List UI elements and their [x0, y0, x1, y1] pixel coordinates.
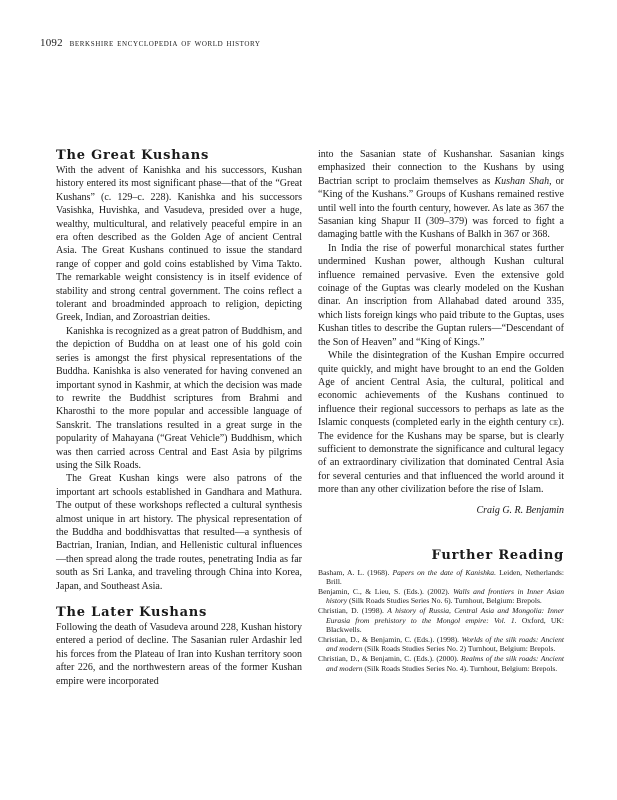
reference-list [318, 568, 564, 674]
ref-title: Papers on the date of Kanishka. [392, 567, 496, 577]
paragraph: Following the death of Vasudeva around 228, Kushan history entered a period of decline. The Sasanian ruler Ardashir led his forces from the Plateau of Iran into Kushan territory soon after 226, and the northwestern areas of the former Kushan empire were incorporated [56, 622, 302, 687]
reference-item [318, 587, 564, 606]
text-run: ). The evidence for the Kushans may be sparse, but is clearly sufficient to demonstrate the significance and cultural legacy of an extraordinary civilization that dominated Central Asia for several centuries and that influenced the world around it more than any other civilization before the rise of Islam. [318, 417, 564, 496]
running-head [40, 37, 261, 49]
italic-term: Kushan Shah, [494, 175, 552, 187]
ref-author: Christian, D., & Benjamin, C. (Eds.). (2000). [318, 653, 461, 663]
ref-publisher: (Silk Roads Studies Series No. 4). Turnhout, Belgium: Brepols. [362, 663, 558, 673]
ref-author: Basham, A. L. (1968). [318, 567, 393, 577]
paragraph: Kanishka is recognized as a great patron of Buddhism, and the depiction of Buddha on at least one of his gold coin series is amongst the first physical representations of the Buddha. Kanishka is also venerated for having convened an important synod in Kashmir, at which the decision was made to rewrite the Buddhist scriptures from Brahmi and Kharosthi to the more popular and accessible language of Sanskrit. The translations resulted in a great surge in the popularity of Mahayana (“Great Vehicle”) Buddhism, which was then carried across Central and East Asia by pilgrims using the Silk Roads. [56, 325, 302, 471]
heading-later-kushans: The Later Kushans [56, 605, 208, 620]
paragraph: In India the rise of powerful monarchical states further undermined Kushan power, although Kushan cultural influence remained pervasive. Even the extensive gold coinage of the Guptas was clearly modeled on the Kushan dinar. An inscription from Allahabad dated around 335, which lists foreign kings who paid tribute to the Guptas, uses Kushan titles to describe the Guptan rulers—“Descendant of the Son of Heaven” and “King of Kings.” [318, 242, 564, 348]
left-column [56, 148, 302, 688]
paragraph [318, 148, 564, 242]
paragraph [318, 349, 564, 496]
further-reading-heading: Further Reading [431, 547, 564, 563]
book-title: berkshire encyclopedia of world history [69, 38, 261, 49]
ref-title: Worlds of the silk roads: Ancient and modern [326, 634, 564, 654]
ref-publisher: (Silk Roads Studies Series No. 2) Turnhout, Belgium: Brepols. [362, 644, 556, 654]
page-number: 1092 [40, 37, 63, 49]
reference-item [318, 568, 564, 587]
reference-item [318, 606, 564, 635]
section-gap [56, 593, 302, 605]
reference-item [318, 635, 564, 654]
author-signature: Craig G. R. Benjamin [476, 504, 564, 516]
heading-great-kushans: The Great Kushans [56, 148, 210, 163]
text-run: or “King of the Kushans.” Groups of Kushans remained restive until well into the fourth century, however. As late as 367 the Sasanian king Shapur II (309–379) was forced to fight a damaging battle with the Kushans of Balkh in 367 or 368. [318, 175, 564, 241]
ref-author: Benjamin, C., & Lieu, S. (Eds.). (2002). [318, 586, 454, 596]
paragraph: With the advent of Kanishka and his successors, Kushan history entered its most significant phase—that of the “Great Kushans” (c. 129–c. 228). Kanishka and his successors Vasishka, Huvishka, and Vasudeva, presided over a huge, wealthy, multicultural, and relatively peaceful empire in an era often described as the Golden Age of ancient Central Asia. The Great Kushans continued to issue the standard range of copper and gold coins established by Vima Takto. The remarkable weight consistency is in itself evidence of stability and strong central government. The coins reflect a tolerant and broadminded approach to religion, depicting Greek, Indian, and Zoroastrian deities. [56, 165, 302, 324]
ref-title: Walls and frontiers in Inner Asian history [326, 586, 564, 606]
ref-publisher: (Silk Roads Studies Series No. 6). Turnhout, Belgium: Brepols. [347, 596, 542, 606]
text-run: into the Sasanian state of Kushanshar. Sasanian kings emphasized their connection to the Kushans by using Bactrian script to proclaim themselves as [318, 149, 564, 187]
ref-title: A history of Russia, Central Asia and Mongolia: Inner Eurasia from prehistory to the Mongol empire: Vol. 1. [326, 605, 564, 625]
text-run: While the disintegration of the Kushan Empire occurred quite quickly, and might have brought to an end the Golden Age of ancient Central Asia, the cultural, political and economic achievements of the Kushans continued to influence their regional successors to perhaps as late as the Islamic conquests (completed early in the eighth century [318, 350, 564, 429]
ref-publisher: Leiden, Netherlands: Brill. [326, 567, 564, 587]
ref-title: Realms of the silk roads: Ancient and modern [326, 653, 564, 673]
era-abbrev: ce [549, 417, 559, 429]
reference-item [318, 654, 564, 673]
ref-author: Christian, D. (1998). [318, 605, 388, 615]
ref-publisher: Oxford, UK: Blackwells. [326, 615, 564, 635]
ref-author: Christian, D., & Benjamin, C. (Eds.). (1998). [318, 634, 462, 644]
right-column [318, 148, 564, 673]
paragraph: The Great Kushan kings were also patrons of the important art schools established in Gandhara and Mathura. The output of these workshops reflected a cultural synthesis almost unique in art history. The physical representation of the Buddha and boddhisvattas that resulted—a synthesis of Bactrian, Iranian, Indian, and Hellenistic cultural influences—then spread along the trade routes, penetrating India as far south as Sri Lanka, and traveling through China into Korea, Japan, and Southeast Asia. [56, 473, 302, 592]
